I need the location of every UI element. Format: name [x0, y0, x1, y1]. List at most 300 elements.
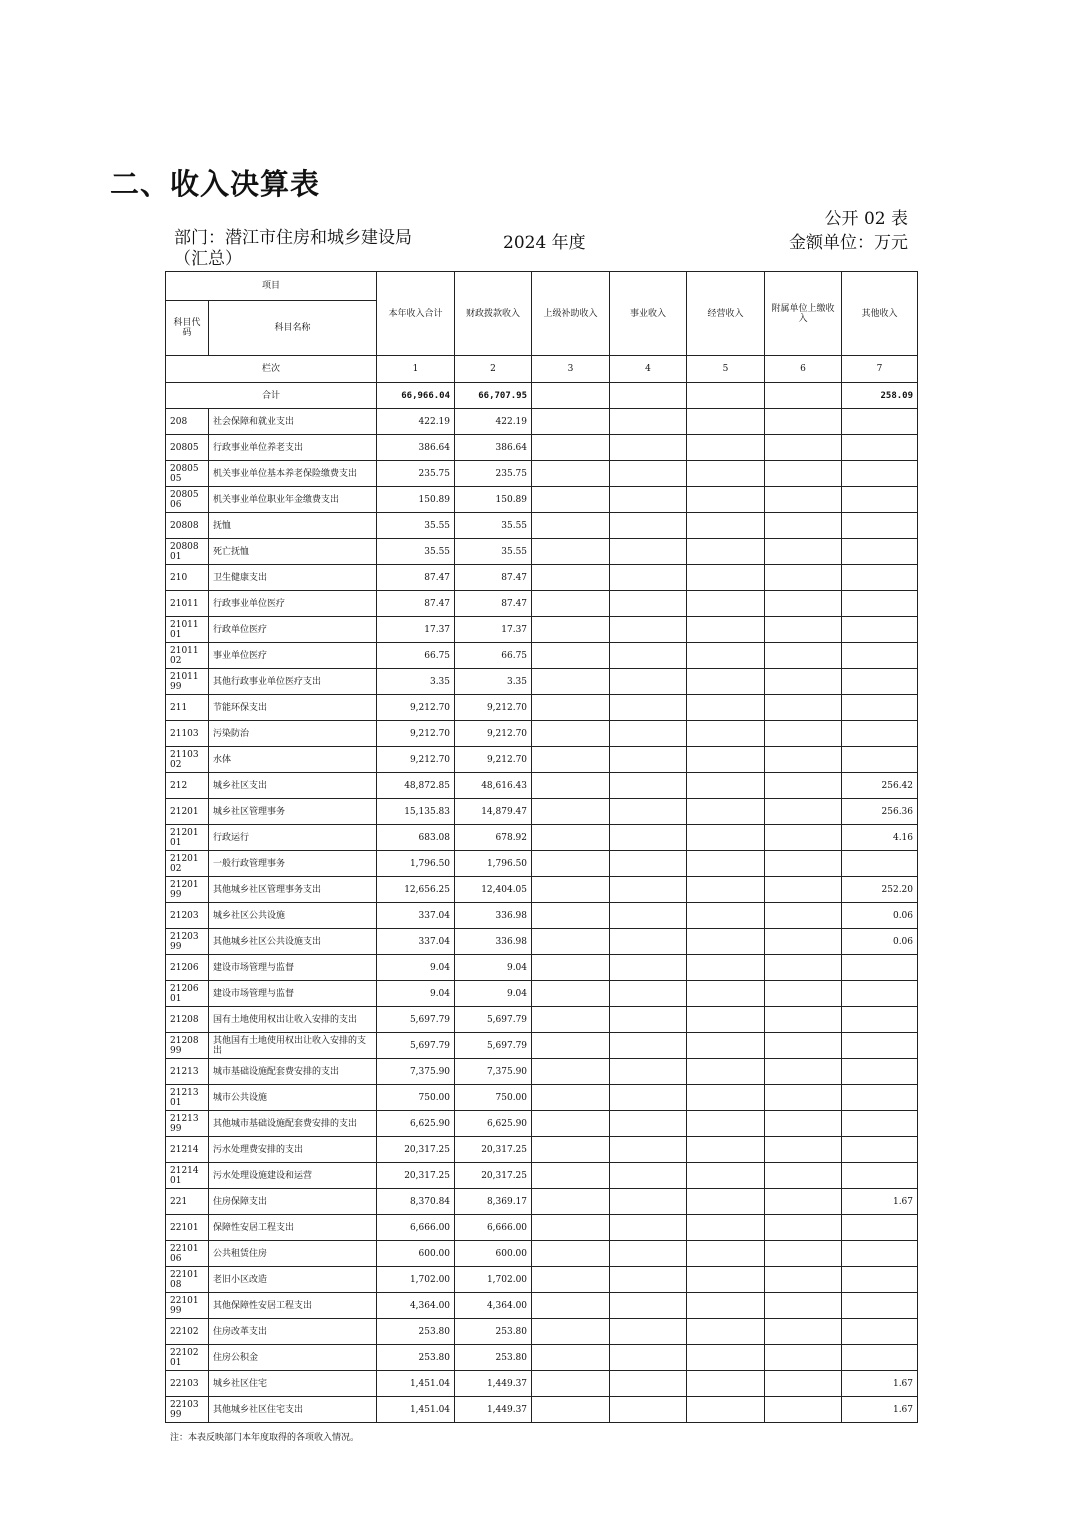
row-name: 其他城市基础设施配套费安排的支出 [209, 1111, 377, 1137]
row-superior [532, 981, 610, 1007]
row-fiscal: 6,666.00 [455, 1215, 532, 1241]
table-row [166, 695, 918, 721]
row-code: 2080801 [166, 539, 209, 565]
row-name: 行政运行 [209, 825, 377, 851]
row-operating [687, 1007, 765, 1033]
row-operating [687, 955, 765, 981]
row-code: 2210199 [166, 1293, 209, 1319]
row-name: 死亡抚恤 [209, 539, 377, 565]
row-fiscal: 9,212.70 [455, 747, 532, 773]
row-total: 6,666.00 [377, 1215, 455, 1241]
table-row [166, 539, 918, 565]
row-operating [687, 1293, 765, 1319]
row-business [610, 669, 687, 695]
summary-other: 258.09 [842, 383, 918, 409]
row-business [610, 1345, 687, 1371]
row-superior [532, 747, 610, 773]
header-column-label: 栏次 [166, 356, 377, 383]
row-code: 2101101 [166, 617, 209, 643]
row-business [610, 955, 687, 981]
col-num: 6 [765, 356, 842, 383]
row-business [610, 617, 687, 643]
row-total: 9,212.70 [377, 695, 455, 721]
row-business [610, 1215, 687, 1241]
row-affiliated [765, 1319, 842, 1345]
row-total: 4,364.00 [377, 1293, 455, 1319]
row-business [610, 1241, 687, 1267]
row-fiscal: 9.04 [455, 981, 532, 1007]
row-name: 污水处理设施建设和运营 [209, 1163, 377, 1189]
row-total: 9,212.70 [377, 721, 455, 747]
header-operating: 经营收入 [687, 272, 765, 356]
row-superior [532, 1033, 610, 1059]
row-total: 15,135.83 [377, 799, 455, 825]
form-number: 公开 02 表 [824, 209, 908, 229]
row-name: 其他国有土地使用权出让收入安排的支出 [209, 1033, 377, 1059]
row-total: 9.04 [377, 981, 455, 1007]
row-name: 城乡社区支出 [209, 773, 377, 799]
row-operating [687, 461, 765, 487]
row-affiliated [765, 773, 842, 799]
row-affiliated [765, 565, 842, 591]
row-affiliated [765, 1085, 842, 1111]
row-affiliated [765, 1059, 842, 1085]
row-affiliated [765, 981, 842, 1007]
row-business [610, 409, 687, 435]
department-sub: （汇总） [174, 249, 242, 269]
row-operating [687, 695, 765, 721]
row-code: 2120899 [166, 1033, 209, 1059]
row-code: 21208 [166, 1007, 209, 1033]
row-other: 256.36 [842, 799, 918, 825]
row-other [842, 1137, 918, 1163]
row-business [610, 1319, 687, 1345]
row-other [842, 1215, 918, 1241]
header-project: 项目 [166, 272, 377, 301]
row-name: 住房公积金 [209, 1345, 377, 1371]
row-total: 20,317.25 [377, 1163, 455, 1189]
row-other [842, 981, 918, 1007]
row-operating [687, 1241, 765, 1267]
row-affiliated [765, 1033, 842, 1059]
row-code: 2101199 [166, 669, 209, 695]
row-affiliated [765, 435, 842, 461]
row-other: 4.16 [842, 825, 918, 851]
table-row [166, 617, 918, 643]
row-other [842, 1111, 918, 1137]
row-superior [532, 1215, 610, 1241]
row-fiscal: 678.92 [455, 825, 532, 851]
row-superior [532, 1345, 610, 1371]
row-affiliated [765, 747, 842, 773]
row-other [842, 721, 918, 747]
row-code: 2120102 [166, 851, 209, 877]
row-business [610, 695, 687, 721]
row-code: 221 [166, 1189, 209, 1215]
row-code: 208 [166, 409, 209, 435]
row-code: 2120101 [166, 825, 209, 851]
table-row [166, 1163, 918, 1189]
row-name: 行政事业单位养老支出 [209, 435, 377, 461]
row-fiscal: 8,369.17 [455, 1189, 532, 1215]
row-affiliated [765, 461, 842, 487]
row-operating [687, 409, 765, 435]
table-row [166, 1241, 918, 1267]
table-row [166, 1267, 918, 1293]
header-total: 本年收入合计 [377, 272, 455, 356]
row-fiscal: 5,697.79 [455, 1007, 532, 1033]
row-superior [532, 539, 610, 565]
row-name: 其他城乡社区公共设施支出 [209, 929, 377, 955]
table-row [166, 1345, 918, 1371]
row-total: 48,872.85 [377, 773, 455, 799]
row-code: 21011 [166, 591, 209, 617]
row-fiscal: 150.89 [455, 487, 532, 513]
col-num: 2 [455, 356, 532, 383]
row-business [610, 1371, 687, 1397]
row-total: 3.35 [377, 669, 455, 695]
row-business [610, 1085, 687, 1111]
row-operating [687, 903, 765, 929]
row-other: 0.06 [842, 903, 918, 929]
table-row [166, 1371, 918, 1397]
row-code: 211 [166, 695, 209, 721]
summary-total: 66,966.04 [377, 383, 455, 409]
row-superior [532, 1319, 610, 1345]
row-total: 35.55 [377, 539, 455, 565]
row-total: 9.04 [377, 955, 455, 981]
row-business [610, 1111, 687, 1137]
row-business [610, 591, 687, 617]
row-other [842, 1163, 918, 1189]
table-row [166, 825, 918, 851]
row-code: 2080505 [166, 461, 209, 487]
row-affiliated [765, 1111, 842, 1137]
table-note: 注：本表反映部门本年度取得的各项收入情况。 [170, 1433, 360, 1443]
row-operating [687, 747, 765, 773]
table-row [166, 409, 918, 435]
row-superior [532, 1293, 610, 1319]
table-row [166, 1137, 918, 1163]
row-code: 2210108 [166, 1267, 209, 1293]
row-total: 750.00 [377, 1085, 455, 1111]
row-affiliated [765, 721, 842, 747]
row-fiscal: 35.55 [455, 513, 532, 539]
table-row [166, 1085, 918, 1111]
table-row [166, 435, 918, 461]
row-superior [532, 461, 610, 487]
row-other [842, 513, 918, 539]
row-name: 建设市场管理与监督 [209, 955, 377, 981]
row-business [610, 1059, 687, 1085]
row-operating [687, 487, 765, 513]
table-row [166, 643, 918, 669]
row-fiscal: 386.64 [455, 435, 532, 461]
row-superior [532, 1397, 610, 1423]
row-other [842, 461, 918, 487]
row-total: 1,796.50 [377, 851, 455, 877]
row-superior [532, 851, 610, 877]
summary-superior [532, 383, 610, 409]
row-other [842, 1267, 918, 1293]
row-name: 行政单位医疗 [209, 617, 377, 643]
row-code: 21103 [166, 721, 209, 747]
row-other [842, 487, 918, 513]
row-fiscal: 5,697.79 [455, 1033, 532, 1059]
row-other [842, 1033, 918, 1059]
row-superior [532, 591, 610, 617]
row-affiliated [765, 903, 842, 929]
row-operating [687, 1267, 765, 1293]
row-affiliated [765, 643, 842, 669]
row-fiscal: 600.00 [455, 1241, 532, 1267]
row-other [842, 539, 918, 565]
row-other [842, 1085, 918, 1111]
header-affiliated: 附属单位上缴收入 [765, 272, 842, 356]
row-operating [687, 773, 765, 799]
row-business [610, 721, 687, 747]
row-name: 水体 [209, 747, 377, 773]
row-code: 2110302 [166, 747, 209, 773]
row-business [610, 1267, 687, 1293]
row-business [610, 903, 687, 929]
table-row [166, 487, 918, 513]
row-total: 235.75 [377, 461, 455, 487]
table-row [166, 565, 918, 591]
header-code: 科目代码 [166, 301, 209, 356]
department-name: 部门：潜江市住房和城乡建设局 [174, 228, 412, 248]
row-total: 66.75 [377, 643, 455, 669]
row-other [842, 1319, 918, 1345]
row-superior [532, 799, 610, 825]
row-business [610, 1137, 687, 1163]
row-operating [687, 643, 765, 669]
table-row [166, 799, 918, 825]
row-affiliated [765, 877, 842, 903]
row-name: 保障性安居工程支出 [209, 1215, 377, 1241]
row-affiliated [765, 1189, 842, 1215]
table-row [166, 981, 918, 1007]
row-operating [687, 1137, 765, 1163]
row-operating [687, 851, 765, 877]
row-operating [687, 1085, 765, 1111]
row-fiscal: 253.80 [455, 1319, 532, 1345]
row-code: 21206 [166, 955, 209, 981]
row-fiscal: 3.35 [455, 669, 532, 695]
table-row [166, 1319, 918, 1345]
row-other [842, 409, 918, 435]
row-operating [687, 1059, 765, 1085]
row-superior [532, 487, 610, 513]
row-code: 2210399 [166, 1397, 209, 1423]
row-operating [687, 721, 765, 747]
summary-row [166, 383, 918, 409]
table-row [166, 851, 918, 877]
header-superior: 上级补助收入 [532, 272, 610, 356]
row-total: 5,697.79 [377, 1033, 455, 1059]
row-business [610, 643, 687, 669]
row-operating [687, 513, 765, 539]
row-business [610, 851, 687, 877]
table-row [166, 1293, 918, 1319]
table-row [166, 1397, 918, 1423]
row-superior [532, 1007, 610, 1033]
row-business [610, 981, 687, 1007]
row-fiscal: 66.75 [455, 643, 532, 669]
row-name: 城乡社区管理事务 [209, 799, 377, 825]
table-row [166, 461, 918, 487]
row-business [610, 539, 687, 565]
row-affiliated [765, 617, 842, 643]
row-operating [687, 929, 765, 955]
row-other: 0.06 [842, 929, 918, 955]
row-business [610, 435, 687, 461]
row-code: 210 [166, 565, 209, 591]
row-other [842, 1059, 918, 1085]
row-operating [687, 617, 765, 643]
row-name: 其他行政事业单位医疗支出 [209, 669, 377, 695]
col-num: 1 [377, 356, 455, 383]
row-fiscal: 9,212.70 [455, 695, 532, 721]
row-code: 2120601 [166, 981, 209, 1007]
row-code: 2121301 [166, 1085, 209, 1111]
amount-unit: 金额单位：万元 [789, 233, 908, 253]
row-affiliated [765, 799, 842, 825]
header-fiscal: 财政拨款收入 [455, 272, 532, 356]
row-name: 其他城乡社区管理事务支出 [209, 877, 377, 903]
table-row [166, 669, 918, 695]
row-total: 683.08 [377, 825, 455, 851]
row-operating [687, 669, 765, 695]
row-total: 12,656.25 [377, 877, 455, 903]
row-name: 社会保障和就业支出 [209, 409, 377, 435]
table-row [166, 513, 918, 539]
row-name: 节能环保支出 [209, 695, 377, 721]
row-total: 337.04 [377, 929, 455, 955]
row-fiscal: 4,364.00 [455, 1293, 532, 1319]
row-code: 2121401 [166, 1163, 209, 1189]
row-other [842, 643, 918, 669]
row-name: 一般行政管理事务 [209, 851, 377, 877]
department-label [174, 228, 412, 270]
row-fiscal: 336.98 [455, 903, 532, 929]
row-affiliated [765, 487, 842, 513]
row-operating [687, 1319, 765, 1345]
row-name: 行政事业单位医疗 [209, 591, 377, 617]
header-other: 其他收入 [842, 272, 918, 356]
row-name: 机关事业单位职业年金缴费支出 [209, 487, 377, 513]
table-row [166, 721, 918, 747]
row-other [842, 591, 918, 617]
row-business [610, 825, 687, 851]
row-other: 1.67 [842, 1371, 918, 1397]
col-num: 7 [842, 356, 918, 383]
row-code: 21213 [166, 1059, 209, 1085]
row-superior [532, 825, 610, 851]
row-business [610, 513, 687, 539]
row-superior [532, 1085, 610, 1111]
row-code: 2101102 [166, 643, 209, 669]
row-superior [532, 669, 610, 695]
row-code: 21201 [166, 799, 209, 825]
row-affiliated [765, 669, 842, 695]
row-fiscal: 20,317.25 [455, 1163, 532, 1189]
row-affiliated [765, 1163, 842, 1189]
page-title: 二、收入决算表 [110, 167, 321, 201]
row-fiscal: 253.80 [455, 1345, 532, 1371]
summary-fiscal: 66,707.95 [455, 383, 532, 409]
row-name: 老旧小区改造 [209, 1267, 377, 1293]
row-fiscal: 35.55 [455, 539, 532, 565]
row-fiscal: 1,449.37 [455, 1397, 532, 1423]
row-other: 1.67 [842, 1189, 918, 1215]
row-fiscal: 422.19 [455, 409, 532, 435]
row-other: 252.20 [842, 877, 918, 903]
row-total: 35.55 [377, 513, 455, 539]
row-affiliated [765, 1241, 842, 1267]
col-num: 5 [687, 356, 765, 383]
row-operating [687, 877, 765, 903]
row-code: 2121399 [166, 1111, 209, 1137]
row-affiliated [765, 825, 842, 851]
row-fiscal: 336.98 [455, 929, 532, 955]
row-business [610, 929, 687, 955]
row-name: 污水处理费安排的支出 [209, 1137, 377, 1163]
table-row [166, 1189, 918, 1215]
summary-affiliated [765, 383, 842, 409]
row-superior [532, 1189, 610, 1215]
row-code: 21214 [166, 1137, 209, 1163]
row-operating [687, 1163, 765, 1189]
table-row [166, 747, 918, 773]
row-fiscal: 87.47 [455, 591, 532, 617]
row-fiscal: 750.00 [455, 1085, 532, 1111]
row-name: 住房改革支出 [209, 1319, 377, 1345]
row-superior [532, 643, 610, 669]
row-total: 9,212.70 [377, 747, 455, 773]
row-total: 253.80 [377, 1319, 455, 1345]
row-business [610, 1163, 687, 1189]
row-other [842, 1345, 918, 1371]
row-operating [687, 591, 765, 617]
row-operating [687, 1033, 765, 1059]
row-superior [532, 955, 610, 981]
row-superior [532, 1371, 610, 1397]
row-code: 2210201 [166, 1345, 209, 1371]
row-total: 20,317.25 [377, 1137, 455, 1163]
row-fiscal: 235.75 [455, 461, 532, 487]
row-operating [687, 799, 765, 825]
row-business [610, 877, 687, 903]
row-affiliated [765, 1397, 842, 1423]
row-superior [532, 1111, 610, 1137]
row-superior [532, 773, 610, 799]
row-fiscal: 1,796.50 [455, 851, 532, 877]
row-fiscal: 9,212.70 [455, 721, 532, 747]
row-name: 城乡社区住宅 [209, 1371, 377, 1397]
row-affiliated [765, 1371, 842, 1397]
row-fiscal: 1,702.00 [455, 1267, 532, 1293]
row-fiscal: 14,879.47 [455, 799, 532, 825]
row-affiliated [765, 1293, 842, 1319]
row-affiliated [765, 1267, 842, 1293]
row-total: 5,697.79 [377, 1007, 455, 1033]
row-affiliated [765, 929, 842, 955]
row-total: 1,451.04 [377, 1371, 455, 1397]
table-row [166, 955, 918, 981]
row-code: 2210106 [166, 1241, 209, 1267]
row-operating [687, 1189, 765, 1215]
